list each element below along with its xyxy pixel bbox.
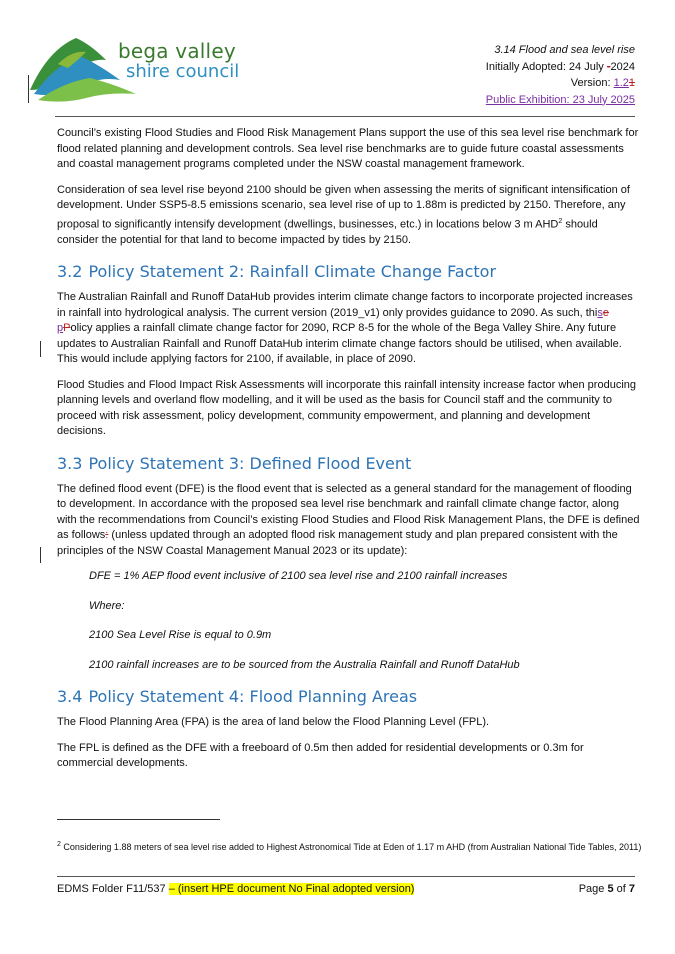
definition-line: Where:: [89, 599, 125, 612]
section-number: 3.3: [57, 453, 83, 473]
version-insertion: 1.2: [613, 77, 629, 89]
document-meta: [486, 42, 635, 108]
logo-line2: shire council: [126, 61, 240, 82]
paragraph: The FPL is defined as the DFE with a freeboard of 0.5m then added for residential developments or 0.3m for commercial developments.: [57, 741, 584, 770]
paragraph: Flood Studies and Flood Impact Risk Assessments will incorporate this rainfall intensity increase factor when producing planning levels and overland flow modelling, and it will be used as the basis for Council staff and the community to proceed with risk assessment, policy development, community empowerment, and planning and development decisions.: [57, 378, 636, 438]
change-bar: [28, 75, 29, 103]
document-body: [57, 126, 640, 782]
definition-line: 2100 rainfall increases are to be sourced from the Australia Rainfall and Runoff DataHub: [89, 658, 520, 671]
text-run: olicy applies a rainfall climate change factor for 2090, RCP 8-5 for the whole of the Bega Valley Shire. Any future updates to Australian Rainfall and Runoff DataHub interim climate change factors should be utilised, when available. This would include applying factors for 2100, if available, in place of 2090.: [57, 322, 622, 366]
total-pages: 7: [628, 883, 635, 895]
paragraph: Council’s existing Flood Studies and Flood Risk Management Plans support the use of this sea level rise benchmark for flood related planning and development controls. Sea level rise benchmarks are to guide future coastal assessments and coastal management programs completed under the NSW coastal management framework.: [57, 127, 639, 170]
doc-title: 3.14 Flood and sea level rise: [494, 44, 635, 56]
change-bar: [40, 341, 41, 357]
public-exhibition: Public Exhibition: 23 July 2025: [485, 93, 635, 106]
footnote-number: 2: [57, 841, 61, 848]
section-number: 3.2: [57, 262, 83, 282]
change-bar: [40, 547, 41, 563]
text-run: (unless updated through an adopted flood risk management study and plan prepared consistent with the principles of the NSW Coastal Management Manual 2023 or its update):: [57, 529, 618, 557]
deletion: e: [602, 306, 609, 319]
header-rule: [55, 116, 635, 117]
version: [486, 75, 635, 92]
paragraph: [57, 290, 640, 368]
footer-rule: [57, 876, 635, 877]
footnote-text: Considering 1.88 meters of sea level rise added to Highest Astronomical Tide at Eden of 1.17 m AHD (from Australian National Tide Tables, 2011): [60, 842, 642, 852]
highlighted-note: – (insert HPE document No Final adopted version): [168, 883, 415, 895]
text-run: should consider the potential for that land to become impacted by tides by 2150.: [57, 218, 598, 246]
section-heading: [57, 454, 640, 474]
definition-line: 2100 Sea Level Rise is equal to 0.9m: [89, 629, 272, 642]
footnote: [57, 838, 642, 854]
page-footer: [57, 882, 635, 896]
section-heading: [57, 262, 640, 282]
page-number: [579, 882, 635, 896]
edms-folder: EDMS Folder F11/537: [57, 883, 169, 895]
adopted-deletion: -: [606, 60, 611, 73]
definition-line: DFE = 1% AEP flood event inclusive of 2100 sea level rise and 2100 rainfall increases: [89, 570, 508, 583]
adopted-prefix: Initially Adopted: 24 July: [485, 60, 607, 73]
section-title: Policy Statement 3: Defined Flood Event: [88, 453, 412, 473]
adopted-year: 2024: [610, 60, 635, 73]
current-page: 5: [607, 883, 614, 895]
footnote-rule: [57, 819, 220, 820]
logo-line1: bega valley: [118, 39, 236, 63]
version-prefix: Version:: [570, 77, 614, 89]
insertion: p: [57, 322, 64, 335]
section-heading: [57, 687, 640, 707]
paragraph: [57, 482, 640, 560]
section-number: 3.4: [57, 687, 83, 707]
paragraph: The Flood Planning Area (FPA) is the area of land below the Flood Planning Level (FPL).: [57, 716, 490, 729]
text-run: The Australian Rainfall and Runoff DataHub provides interim climate change factors to incorporate projected increases in rainfall into hydrological analysis. The current version (2019_v1) only provides guidance to 2090. As such, thi: [57, 291, 633, 319]
logo-text: [118, 40, 239, 82]
text-run: The defined flood event (DFE) is the flood event that is selected as a general standard for the management of flooding to development. In accordance with the proposed sea level rise benchmark and rainfall climate change factor, along with the recommendations from Council’s existing Flood Studies and Flood Risk Management Plans, the DFE is defined as follows: [57, 482, 640, 542]
page-of: of: [613, 883, 629, 895]
page-prefix: Page: [578, 883, 608, 895]
footnote-ref[interactable]: 2: [558, 217, 563, 225]
section-title: Policy Statement 4: Flood Planning Areas: [88, 687, 418, 707]
deletion: :: [105, 529, 109, 542]
section-title: Policy Statement 2: Rainfall Climate Change Factor: [88, 262, 497, 282]
paragraph: [57, 183, 640, 249]
version-deletion: 1: [628, 77, 635, 89]
adopted-date: [486, 59, 635, 76]
insertion: s: [597, 306, 603, 319]
deletion: P: [63, 322, 71, 335]
text-run: Consideration of sea level rise beyond 2100 should be given when assessing the merits of significant intensification of development. Under SSP5-8.5 emissions scenario, sea level rise of up to 1.88m is predicted by 2150. Therefore, any proposal to significantly intensify development (dwellings, businesses, etc.) in locations below 3 m AHD: [57, 183, 630, 231]
